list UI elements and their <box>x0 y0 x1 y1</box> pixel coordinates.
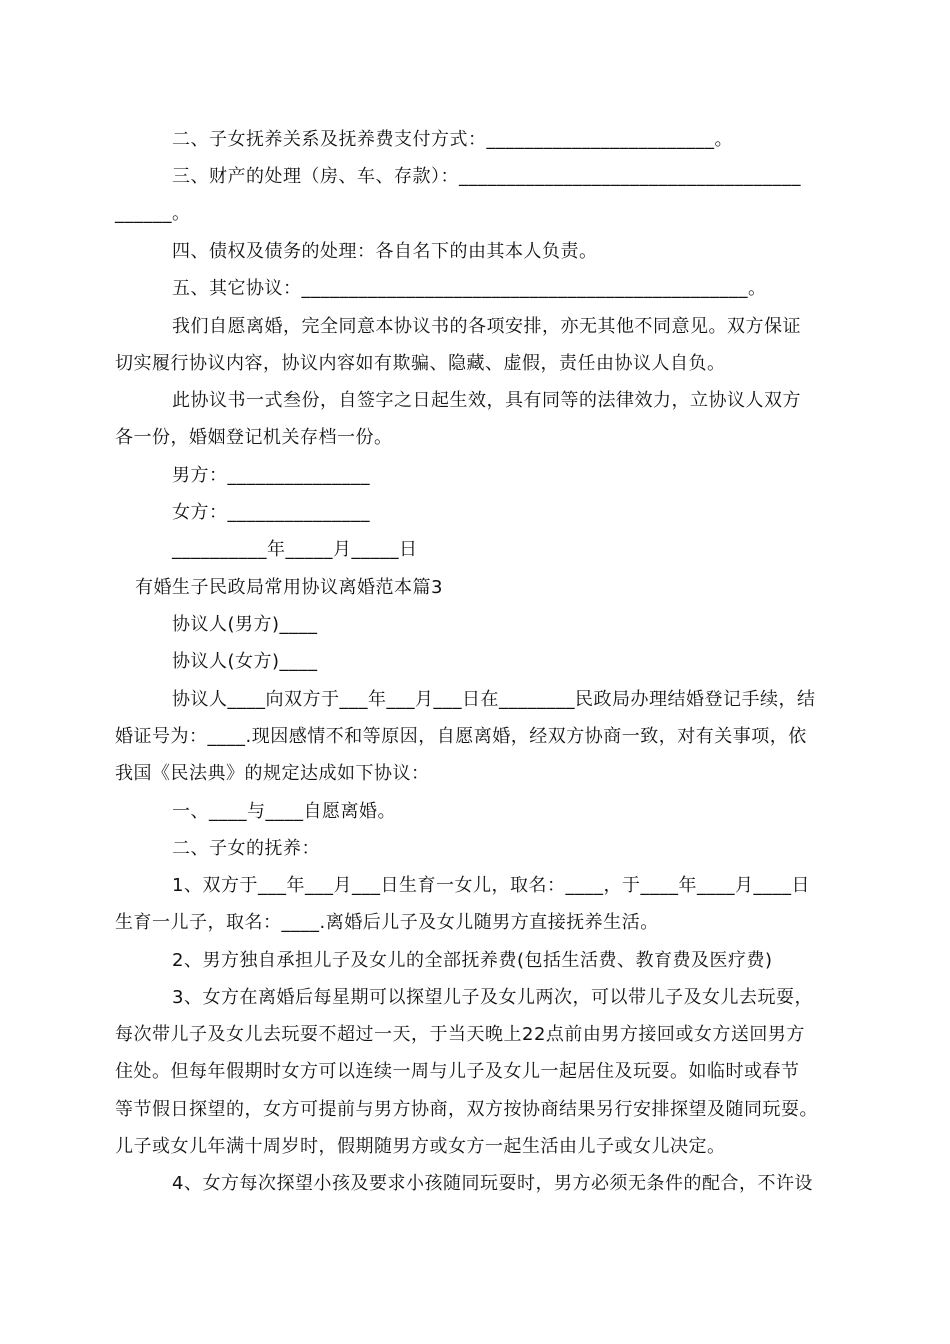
item-3-continued-4: 儿子或女儿年满十周岁时，假期随男方或女方一起生活由儿子或女儿决定。 <box>115 1136 726 1157</box>
clause-4-debts: 四、债权及债务的处理：各自名下的由其本人负责。 <box>172 241 598 262</box>
signature-date: __________年_____月_____日 <box>172 539 418 560</box>
item-4-cooperation: 4、女方每次探望小孩及要求小孩随同玩耍时，男方必须无条件的配合，不许设 <box>172 1173 813 1194</box>
clause-3-property: 三、财产的处理（房、车、存款）：____________________________________ <box>172 166 801 187</box>
copies-statement-continued: 各一份，婚姻登记机关存档一份。 <box>115 427 393 448</box>
party-female: 协议人(女方)____ <box>172 651 318 672</box>
section-title: 有婚生子民政局常用协议离婚范本篇3 <box>135 577 443 598</box>
female-party-signature: 女方：_______________ <box>172 502 370 523</box>
item-2-expenses: 2、男方独自承担儿子及女儿的全部抚养费(包括生活费、教育费及医疗费) <box>172 950 773 971</box>
voluntary-statement: 我们自愿离婚，完全同意本协议书的各项安排，亦无其他不同意见。双方保证 <box>172 316 801 337</box>
item-1-children: 1、双方于___年___月___日生育一女儿，取名：____，于____年____月____日 <box>172 875 810 896</box>
item-3-continued-1: 每次带儿子及女儿去玩耍不超过一天，于当天晚上22点前由男方接回或女方送回男方 <box>115 1024 805 1045</box>
item-1-continued: 生育一儿子，取名：____.离婚后儿子及女儿随男方直接抚养生活。 <box>115 912 659 933</box>
marriage-registration-continued: 婚证号为：____.现因感情不和等原因，自愿离婚，经双方协商一致，对有关事项，依 <box>115 726 807 747</box>
clause-2-child-support: 二、子女抚养关系及抚养费支付方式：________________________。 <box>172 129 733 150</box>
marriage-registration: 协议人____向双方于___年___月___日在________民政局办理结婚登记手续，结 <box>172 689 816 710</box>
clause-3-continuation: ______。 <box>115 203 191 224</box>
item-3-continued-3: 等节假日探望的，女方可提前与男方协商，双方按协商结果另行安排探望及随同玩耍。 <box>115 1099 818 1120</box>
voluntary-statement-continued: 切实履行协议内容，协议内容如有欺骗、隐藏、虚假，责任由协议人自负。 <box>115 353 726 374</box>
item-3-visitation: 3、女方在离婚后每星期可以探望儿子及女儿两次，可以带儿子及女儿去玩耍， <box>172 987 813 1008</box>
clause-2-heading: 二、子女的抚养： <box>172 838 320 859</box>
male-party-signature: 男方：_______________ <box>172 465 370 486</box>
clause-5-other: 五、其它协议：_______________________________________________。 <box>172 278 767 299</box>
agreement-intro: 我国《民法典》的规定达成如下协议： <box>115 763 430 784</box>
item-3-continued-2: 住处。但每年假期时女方可以连续一周与儿子及女儿一起居住及玩耍。如临时或春节 <box>115 1061 800 1082</box>
party-male: 协议人(男方)____ <box>172 614 318 635</box>
clause-1-divorce: 一、____与____自愿离婚。 <box>172 801 396 822</box>
copies-statement: 此协议书一式叁份，自签字之日起生效，具有同等的法律效力，立协议人双方 <box>172 390 801 411</box>
